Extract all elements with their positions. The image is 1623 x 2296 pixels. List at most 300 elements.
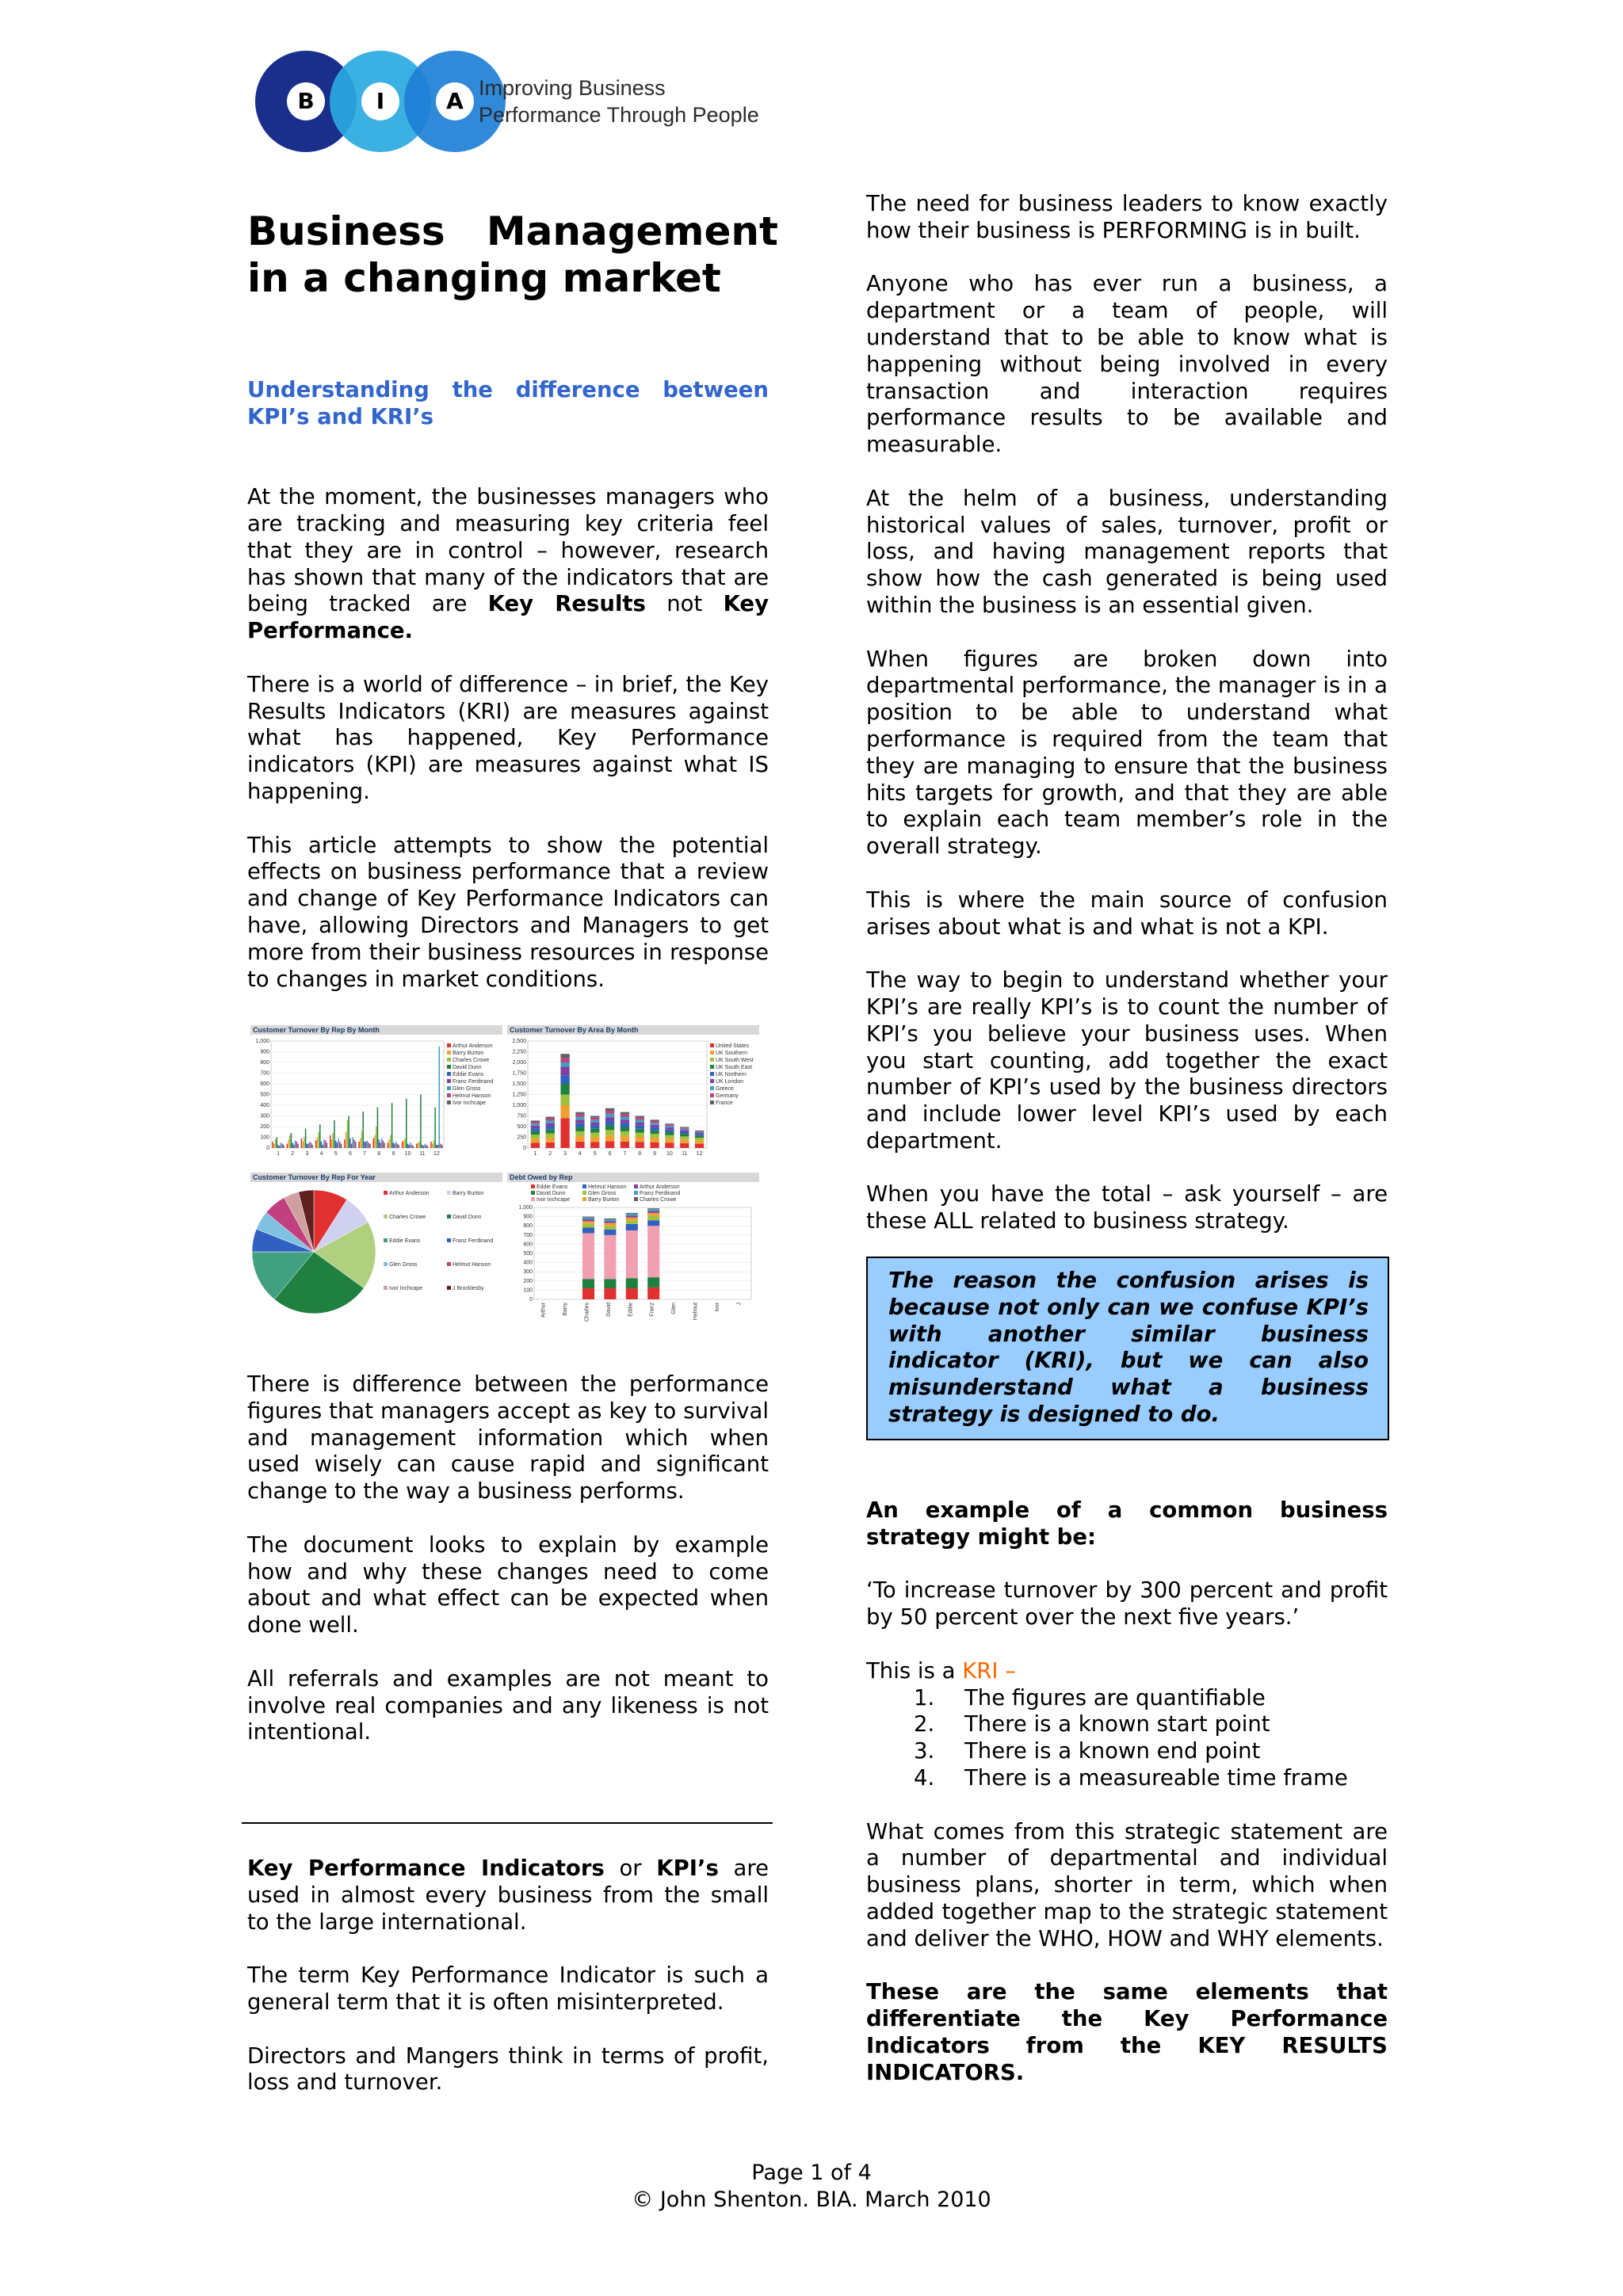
chart-3-bar (582, 1219, 594, 1221)
chart-3-bar (582, 1279, 594, 1288)
chart-0-bar (358, 1142, 360, 1148)
chart-1-legend-label: UK South East (716, 1065, 752, 1070)
chart-3-bar (647, 1226, 659, 1277)
chart-0-bar (433, 1141, 435, 1148)
chart-1-bar (605, 1121, 614, 1125)
chart-3-legend-label: Eddie Evans (537, 1184, 568, 1190)
chart-1-bar (575, 1131, 584, 1136)
chart-3-legend-swatch (531, 1184, 535, 1188)
chart-0-bar (413, 1146, 414, 1148)
chart-0-bar (331, 1139, 333, 1148)
chart-3-legend-label: Charles Crowe (640, 1197, 677, 1203)
chart-1-x-tick: 4 (578, 1151, 582, 1157)
chart-1-bar (546, 1123, 555, 1127)
chart-1-x-tick: 8 (638, 1151, 642, 1157)
chart-3-bar (626, 1215, 638, 1217)
chart-1-bar (546, 1142, 555, 1148)
chart-0-y-tick: 0 (266, 1146, 269, 1151)
chart-1-bar (575, 1142, 584, 1148)
chart-0-legend-swatch (447, 1058, 451, 1062)
chart-1-bar (531, 1143, 540, 1148)
chart-3-bar (626, 1220, 638, 1224)
chart-0-x-tick: 12 (433, 1151, 440, 1157)
chart-3-bar (626, 1278, 638, 1288)
chart-1-bar (546, 1119, 555, 1121)
chart-0-bar (361, 1131, 363, 1148)
chart-1-legend-label: UK London (716, 1079, 744, 1085)
chart-0-y-tick: 700 (260, 1070, 269, 1077)
chart-1-bar (560, 1118, 569, 1148)
chart-1-x-tick: 2 (548, 1151, 552, 1157)
tagline-line-2: Performance Through People (479, 103, 759, 127)
right-paragraph-3: At the helm of a business, understanding historical values of sales, turnover, profit or loss, and having management reports that show how the cash generated is being used within the business is an essential given. (866, 485, 1388, 618)
chart-1-bar (650, 1127, 659, 1131)
logo-letter-i: I (361, 82, 399, 120)
chart-0-bar (337, 1142, 338, 1148)
chart-0-bar (295, 1141, 296, 1148)
chart-2-legend-swatch (384, 1191, 388, 1195)
chart-1-bar (621, 1131, 629, 1136)
chart-0-bar (402, 1142, 403, 1148)
chart-1-x-tick: 1 (533, 1151, 537, 1157)
section-divider (242, 1822, 773, 1824)
chart-2-title: Customer Turnover By Rep For Year (253, 1173, 376, 1181)
chart-3-y-tick: 500 (523, 1251, 533, 1257)
chart-0-bar (368, 1142, 369, 1148)
chart-0-legend-swatch (447, 1093, 451, 1097)
chart-0-bar (288, 1139, 289, 1148)
chart-1-bar (605, 1125, 614, 1130)
chart-1-legend-label: Germany (716, 1093, 739, 1099)
chart-3-legend-swatch (531, 1191, 535, 1195)
chart-0-bar (363, 1112, 365, 1148)
chart-3-legend-label: Ivor Inchcape (537, 1197, 571, 1203)
chart-3-bar (582, 1224, 594, 1228)
chart-1-bar (680, 1127, 689, 1128)
chart-3-bar (647, 1213, 659, 1215)
chart-1-bar (560, 1054, 569, 1058)
list-item: 4. There is a measureable time frame (914, 1764, 1348, 1791)
right-paragraph-5: This is where the main source of confusion arises about what is and what is not a KPI. (866, 887, 1388, 940)
chart-1-y-tick: 1,750 (512, 1070, 526, 1077)
chart-3-bar (647, 1220, 659, 1226)
chart-1-bar (605, 1141, 614, 1148)
chart-0-bar (351, 1144, 353, 1148)
chart-1-bar (605, 1108, 614, 1111)
right-paragraph-9: These are the same elements that differentiate the Key Performance Indicators from the KEY RESULTS INDICATORS. (866, 1979, 1388, 2085)
chart-2-legend-swatch (384, 1215, 388, 1219)
chart-0-bar (283, 1145, 285, 1148)
chart-0-bar (408, 1145, 410, 1148)
chart-0-bar (388, 1139, 390, 1148)
chart-1-bar (590, 1137, 599, 1142)
chart-1-bar (636, 1133, 644, 1137)
chart-0-legend-swatch (447, 1043, 451, 1047)
chart-1-bar (665, 1123, 674, 1124)
chart-1-bar (695, 1133, 704, 1135)
chart-0-bar (440, 1144, 441, 1148)
chart-0-bar (430, 1142, 432, 1148)
chart-0-y-tick: 100 (260, 1135, 269, 1141)
chart-1-x-tick: 5 (593, 1151, 597, 1157)
left-paragraph-8: The term Key Performance Indicator is such a general term that it is often misinterpreted. (247, 1962, 769, 2015)
chart-1-legend-swatch (710, 1043, 714, 1047)
chart-1-bar (531, 1122, 540, 1123)
chart-1-legend-swatch (710, 1100, 714, 1104)
footer-copyright: © John Shenton. BIA. March 2010 (632, 2187, 991, 2212)
chart-1-bar (665, 1132, 674, 1135)
chart-1-title: Customer Turnover By Area By Month (510, 1026, 639, 1034)
kri-intro: This is a KRI – (866, 1657, 1016, 1684)
chart-1-x-tick: 10 (666, 1151, 673, 1157)
chart-0-bar (434, 1108, 436, 1148)
chart-0-bar (307, 1144, 308, 1148)
chart-0-bar (397, 1144, 399, 1148)
chart-1-bar (575, 1136, 584, 1142)
chart-1-bar (636, 1119, 644, 1122)
chart-0-bar (327, 1142, 328, 1148)
chart-0-bar (311, 1142, 312, 1148)
chart-0-bar (406, 1099, 407, 1148)
left-paragraph-2: There is a world of difference – in brief, the Key Results Indicators (KRI) are measures against what has happened, Key Performance indicators (KPI) are measures against what IS happening. (247, 671, 769, 804)
chart-3-bar (647, 1277, 659, 1287)
chart-1-bar (621, 1123, 629, 1127)
chart-1-bar (695, 1135, 704, 1138)
chart-0-bar (369, 1144, 371, 1148)
chart-3-x-tick: Glen (671, 1302, 678, 1314)
chart-3-legend-swatch (582, 1184, 586, 1188)
chart-1-bar (665, 1135, 674, 1138)
chart-0-bar (281, 1144, 283, 1148)
chart-3-bar (604, 1279, 616, 1288)
chart-1-bar (560, 1095, 569, 1106)
chart-3-bar (647, 1211, 659, 1213)
chart-0-bar (277, 1145, 279, 1148)
chart-3-legend-label: David Dunn (537, 1191, 566, 1196)
chart-0-bar (334, 1120, 335, 1148)
chart-0-legend-swatch (447, 1086, 451, 1090)
chart-0-y-tick: 500 (260, 1092, 269, 1098)
chart-3-legend-swatch (634, 1197, 638, 1201)
chart-2-legend-label: Eddie Evans (389, 1238, 421, 1244)
chart-0-bar (305, 1129, 307, 1148)
chart-1-legend-label: UK South West (716, 1058, 754, 1063)
chart-2-legend-label: Charles Crowe (389, 1215, 426, 1220)
chart-1-y-tick: 1,500 (512, 1081, 526, 1087)
chart-1-legend-label: Greece (716, 1086, 734, 1092)
chart-1-bar (605, 1111, 614, 1114)
chart-3-x-tick: Franz (649, 1302, 655, 1317)
left-paragraph-7: Key Performance Indicators or KPI’s are used in almost every business from the small to the large international. (247, 1855, 769, 1935)
chart-0-bar (289, 1135, 291, 1148)
chart-1-bar (636, 1137, 644, 1142)
chart-1-bar (560, 1075, 569, 1084)
chart-1-bar (546, 1117, 555, 1119)
chart-1-bar (636, 1116, 644, 1118)
right-paragraph-1: The need for business leaders to know exactly how their business is PERFORMING is in built. (866, 191, 1388, 243)
chart-1-bar (560, 1084, 569, 1095)
chart-1-bar (680, 1131, 689, 1134)
chart-1-bar (575, 1114, 584, 1116)
chart-0-bar (360, 1138, 361, 1148)
chart-1-bar (650, 1131, 659, 1134)
chart-1-legend-swatch (710, 1058, 714, 1062)
chart-1-bar (560, 1105, 569, 1118)
chart-0-bar (398, 1145, 399, 1148)
logo-letter-a: A (436, 82, 474, 120)
chart-3-bar (626, 1218, 638, 1220)
chart-3-x-tick: Eddie (628, 1302, 634, 1317)
chart-0-bar (275, 1139, 277, 1148)
chart-3-y-tick: 600 (523, 1241, 533, 1248)
chart-1-bar (575, 1123, 584, 1127)
chart-0-x-tick: 5 (334, 1151, 338, 1157)
chart-1-bar (575, 1127, 584, 1131)
chart-3-bar (604, 1221, 616, 1222)
chart-1-bar (636, 1125, 644, 1128)
list-item: 2. There is a known start point (914, 1711, 1270, 1737)
chart-1-bar (621, 1112, 629, 1115)
chart-1-bar (605, 1114, 614, 1117)
chart-1-x-tick: 7 (623, 1151, 627, 1157)
chart-1-bar (575, 1119, 584, 1123)
chart-1-bar (590, 1125, 599, 1128)
chart-0-bar (404, 1138, 406, 1148)
chart-3-legend-label: Arthur Anderson (640, 1184, 680, 1190)
left-column-mid (247, 1371, 769, 1773)
example-heading: An example of a common business strategy might be: (866, 1497, 1388, 1550)
chart-1-bar (636, 1129, 644, 1133)
chart-0-y-tick: 800 (260, 1060, 269, 1066)
chart-3-y-tick: 400 (523, 1260, 533, 1266)
chart-1-bar (605, 1135, 614, 1142)
chart-1-bar (531, 1126, 540, 1128)
chart-0-legend-swatch (447, 1079, 451, 1083)
chart-0-bar (296, 1142, 298, 1148)
chart-0-y-tick: 600 (260, 1081, 269, 1087)
chart-0-bar (346, 1132, 347, 1148)
chart-0-bar (381, 1138, 383, 1148)
chart-3-bar (626, 1224, 638, 1230)
chart-0-bar (365, 1142, 367, 1148)
chart-2-legend-label: Franz Ferdinand (453, 1238, 494, 1244)
chart-1-bar (650, 1125, 659, 1127)
chart-0-y-tick: 300 (260, 1113, 269, 1119)
chart-2-legend-label: Glen Gross (389, 1262, 418, 1268)
chart-3-bar (604, 1226, 616, 1230)
list-item: 1. The figures are quantifiable (914, 1684, 1266, 1711)
chart-3-y-tick: 0 (529, 1297, 533, 1302)
chart-1-legend-swatch (710, 1079, 714, 1083)
title-line-2: in a changing market (247, 255, 721, 301)
chart-0-bar (410, 1142, 411, 1148)
chart-3-legend-swatch (582, 1191, 586, 1195)
right-column-top (866, 191, 1388, 1262)
chart-0-bar (323, 1139, 325, 1148)
charts-figure (247, 1022, 762, 1331)
chart-0-bar (291, 1133, 292, 1148)
chart-0-bar (432, 1144, 433, 1148)
chart-1-x-tick: 9 (653, 1151, 657, 1157)
chart-1-bar (605, 1130, 614, 1135)
chart-3-legend-swatch (582, 1197, 586, 1201)
chart-1-bar (621, 1142, 629, 1148)
chart-1-bar (665, 1127, 674, 1130)
chart-3-bar (604, 1235, 616, 1280)
chart-3-legend-swatch (634, 1191, 638, 1195)
chart-0-bar (339, 1142, 341, 1148)
chart-3-bar (582, 1288, 594, 1299)
chart-3-title: Debt Owed by Rep (510, 1173, 573, 1181)
chart-3-y-tick: 700 (523, 1232, 533, 1238)
chart-1-y-tick: 2,000 (512, 1060, 526, 1066)
chart-3-x-tick: Charles (584, 1302, 590, 1322)
strategy-quote: ‘To increase turnover by 300 percent and profit by 50 percent over the next five years.’ (866, 1577, 1388, 1630)
chart-1-bar (650, 1138, 659, 1142)
chart-0-bar (388, 1142, 389, 1148)
left-column-bottom (247, 1855, 769, 2123)
left-title (247, 208, 778, 302)
title-line-1: Business Management (247, 208, 778, 254)
chart-0-x-tick: 9 (391, 1151, 395, 1157)
chart-1-legend-swatch (710, 1072, 714, 1076)
chart-0-x-tick: 8 (377, 1151, 381, 1157)
chart-1-bar (695, 1140, 704, 1143)
chart-0-bar (364, 1142, 365, 1148)
chart-0-bar (416, 1144, 418, 1148)
chart-1-bar (665, 1124, 674, 1126)
left-paragraph-3: This article attempts to show the potential effects on business performance that a review and change of Key Performance Indicators can have, allowing Directors and Managers to get more from their business resources in response to changes in market conditions. (247, 832, 769, 992)
chart-1-legend-label: France (716, 1100, 733, 1106)
chart-0-bar (374, 1135, 376, 1148)
chart-1-bar (621, 1136, 629, 1142)
chart-3-y-tick: 200 (523, 1278, 533, 1284)
chart-3-bar (604, 1230, 616, 1235)
chart-0-bar (287, 1144, 288, 1148)
chart-0-bar (393, 1142, 395, 1148)
chart-3-bar (582, 1233, 594, 1279)
chart-1-x-tick: 6 (608, 1151, 612, 1157)
chart-0-legend-label: Arthur Anderson (453, 1043, 493, 1049)
chart-1-bar (531, 1131, 540, 1135)
chart-0-bar (384, 1142, 385, 1148)
chart-3-bar (647, 1209, 659, 1211)
chart-0-bar (391, 1103, 393, 1148)
chart-1-bar (531, 1135, 540, 1138)
chart-1-bar (546, 1120, 555, 1123)
chart-0-bar (332, 1133, 334, 1148)
chart-1-bar (605, 1117, 614, 1121)
chart-0-bar (390, 1135, 391, 1148)
chart-1-legend-label: UK Southern (716, 1051, 748, 1056)
chart-3-y-tick: 800 (523, 1223, 533, 1230)
chart-0-legend-label: Franz Ferdinand (453, 1079, 494, 1085)
chart-0-bar (317, 1138, 319, 1149)
chart-1-legend-swatch (710, 1093, 714, 1097)
chart-2-legend-label: Ivor Inchcape (389, 1286, 423, 1291)
chart-1-y-tick: 1,000 (512, 1103, 526, 1108)
chart-1-bar (590, 1133, 599, 1137)
chart-1-legend-swatch (710, 1065, 714, 1069)
chart-1-x-tick: 11 (682, 1151, 688, 1157)
chart-0-y-tick: 200 (260, 1124, 269, 1130)
chart-3-x-tick: Barry (563, 1302, 569, 1316)
chart-1-bar (665, 1130, 674, 1132)
chart-1-bar (590, 1118, 599, 1120)
chart-0-bar (279, 1146, 281, 1148)
chart-0-bar (352, 1138, 353, 1149)
right-column-bottom (866, 1497, 1388, 2113)
chart-0-bar (348, 1116, 349, 1149)
chart-0-legend-swatch (447, 1051, 451, 1055)
chart-0-x-tick: 1 (277, 1151, 281, 1157)
chart-3-bar (604, 1219, 616, 1221)
logo (252, 48, 823, 158)
chart-2-legend-swatch (384, 1286, 388, 1290)
chart-0-legend-swatch (447, 1065, 451, 1069)
right-paragraph-2: Anyone who has ever run a business, a department or a team of people, will understand that to be able to know what is happening without being involved in every transaction and interaction requires performance results to be available and measurable. (866, 271, 1388, 458)
chart-1-bar (680, 1129, 689, 1131)
chart-1-bar (695, 1138, 704, 1140)
chart-0-x-tick: 4 (319, 1151, 323, 1157)
chart-3-bar (626, 1230, 638, 1278)
chart-0-bar (347, 1120, 349, 1148)
chart-2-legend-swatch (447, 1238, 451, 1242)
chart-2-legend-swatch (447, 1262, 451, 1266)
chart-1-x-tick: 12 (696, 1151, 703, 1157)
chart-2-legend-label: J Brocklesby (453, 1286, 484, 1291)
chart-3-legend-label: Glen Gross (588, 1191, 617, 1196)
chart-1-bar (680, 1134, 689, 1136)
logo-tagline (479, 74, 759, 128)
chart-0-title: Customer Turnover By Rep By Month (253, 1026, 380, 1034)
chart-0-x-tick: 6 (348, 1151, 352, 1157)
chart-1-bar (680, 1130, 689, 1131)
chart-1-bar (575, 1117, 584, 1120)
chart-0-legend-label: Glen Gross (453, 1086, 481, 1092)
chart-3-y-tick: 100 (523, 1287, 533, 1294)
chart-0-bar (395, 1142, 397, 1148)
chart-1-bar (560, 1058, 569, 1062)
chart-1-bar (621, 1114, 629, 1116)
chart-0-bar (373, 1138, 375, 1148)
chart-1-bar (650, 1123, 659, 1125)
chart-1-y-tick: 500 (517, 1124, 526, 1130)
section-subtitle: Understanding the difference between KPI’s and KRI’s (247, 377, 769, 429)
chart-3-bar (582, 1228, 594, 1234)
chart-1-bar (680, 1143, 689, 1148)
chart-2-legend-label: David Dunn (453, 1215, 482, 1220)
chart-0-bar (424, 1144, 426, 1148)
chart-2-legend-swatch (447, 1286, 451, 1290)
chart-1-bar (590, 1142, 599, 1148)
chart-0-x-tick: 2 (291, 1151, 295, 1157)
chart-0-bar (321, 1142, 323, 1148)
chart-0-bar (349, 1138, 351, 1148)
chart-0-bar (330, 1135, 331, 1148)
chart-2-legend-label: Arthur Anderson (389, 1191, 430, 1196)
chart-1-bar (621, 1117, 629, 1120)
chart-0-bar (441, 1145, 443, 1148)
chart-3-bar (626, 1214, 638, 1215)
chart-0-bar (427, 1146, 429, 1148)
chart-1-bar (531, 1120, 540, 1122)
chart-0-bar (383, 1141, 384, 1148)
chart-3-legend-label: Helmut Hanson (588, 1184, 627, 1190)
chart-0-y-tick: 1,000 (255, 1039, 269, 1044)
right-paragraph-4: When figures are broken down into departmental performance, the manager is in a position to be able to understand what performance is required from the team that they are managing to ensure that the business hits targets for growth, and that they are able to explain each team member’s role in the overall strategy. (866, 646, 1388, 860)
chart-0-bar (426, 1145, 427, 1148)
